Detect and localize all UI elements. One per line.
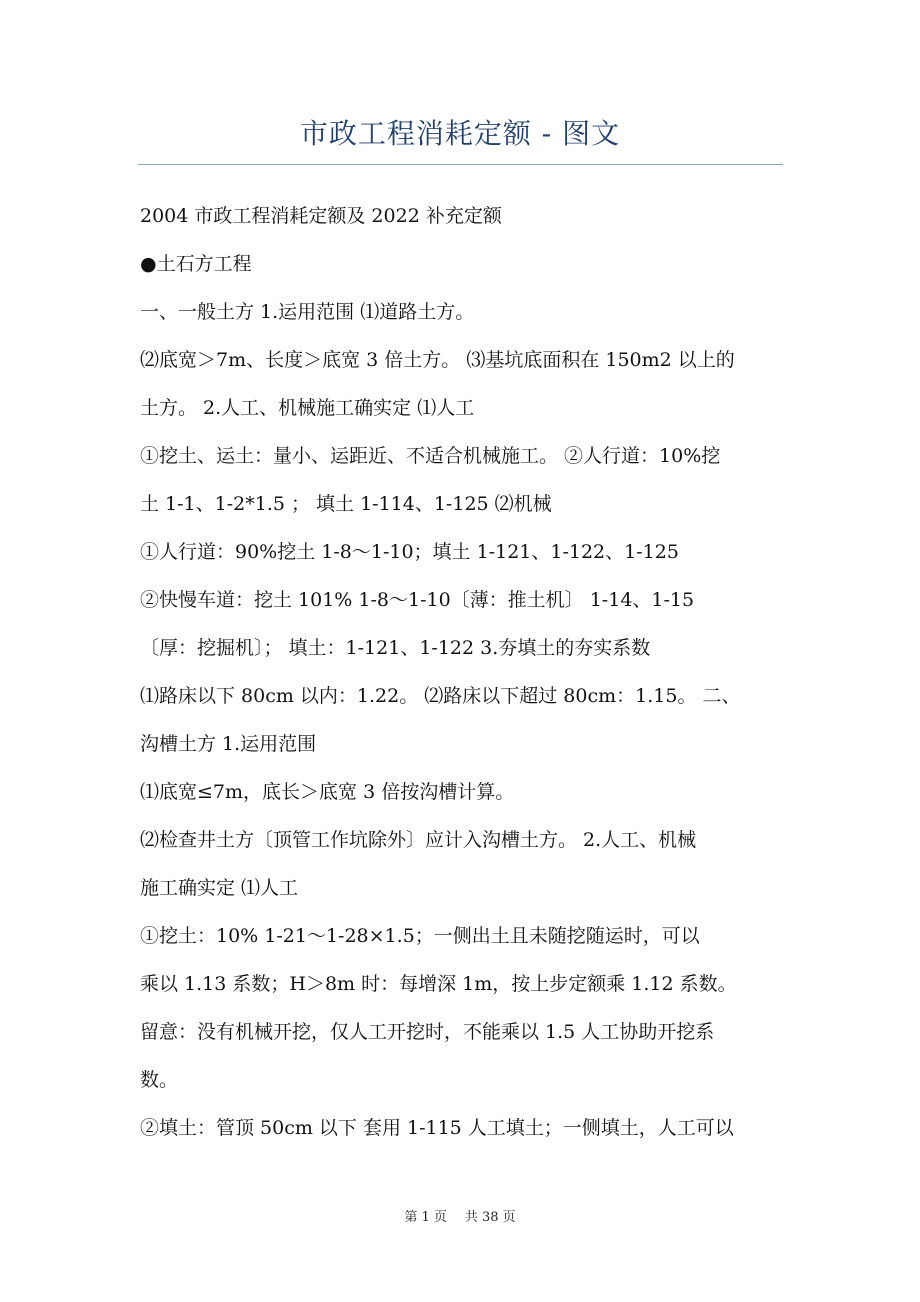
text-line: ①人行道：90%挖土 1-8～1-10；填土 1-121、1-122、1-125 bbox=[140, 541, 679, 563]
text-line: 2004 市政工程消耗定额及 2022 补充定额 bbox=[140, 205, 502, 227]
text-line: ②填土：管顶 50cm 以下 套用 1-115 人工填土；一侧填土，人工可以 bbox=[140, 1117, 734, 1139]
document-body bbox=[140, 196, 784, 1156]
text-line: 乘以 1.13 系数；H＞8m 时：每增深 1m，按上步定额乘 1.12 系数。 bbox=[140, 973, 737, 995]
text-line: 施工确实定 ⑴人工 bbox=[140, 877, 299, 899]
text-line: 〔厚：挖掘机〕； 填土：1-121、1-122 3.夯填土的夯实系数 bbox=[140, 637, 651, 659]
text-line: 留意：没有机械开挖，仅人工开挖时，不能乘以 1.5 人工协助开挖系 bbox=[140, 1021, 715, 1043]
text-line: ⑵底宽＞7m、长度＞底宽 3 倍土方。 ⑶基坑底面积在 150m2 以上的 bbox=[140, 349, 735, 371]
total-page-count: 共 38 页 bbox=[464, 1210, 516, 1225]
text-line: ●土石方工程 bbox=[140, 253, 252, 275]
text-line: ①挖土：10% 1-21～1-28×1.5；一侧出土且未随挖随运时，可以 bbox=[140, 925, 700, 947]
text-line: ⑴路床以下 80cm 以内：1.22。 ⑵路床以下超过 80cm：1.15。 二、 bbox=[140, 685, 741, 707]
text-line: 沟槽土方 1.运用范围 bbox=[140, 733, 317, 755]
page-footer bbox=[0, 1208, 920, 1228]
text-line: 一、一般土方 1.运用范围 ⑴道路土方。 bbox=[140, 301, 475, 323]
text-line: 土 1-1、1-2*1.5 ； 填土 1-114、1-125 ⑵机械 bbox=[140, 493, 552, 515]
current-page-number: 第 1 页 bbox=[404, 1210, 447, 1225]
text-line: ⑵检查井土方〔顶管工作坑除外〕应计入沟槽土方。 2.人工、机械 bbox=[140, 829, 697, 851]
text-line: ②快慢车道：挖土 101% 1-8～1-10〔薄：推土机〕 1-14、1-15 bbox=[140, 589, 695, 611]
title-divider bbox=[138, 164, 783, 165]
text-line: 土方。 2.人工、机械施工确实定 ⑴人工 bbox=[140, 397, 475, 419]
text-line: ⑴底宽≤7m，底长＞底宽 3 倍按沟槽计算。 bbox=[140, 781, 515, 803]
text-line: 数。 bbox=[140, 1069, 179, 1091]
page-title: 市政工程消耗定额 - 图文 bbox=[299, 117, 621, 150]
text-line: ①挖土、运土：量小、运距近、不适合机械施工。 ②人行道：10%挖 bbox=[140, 445, 721, 467]
